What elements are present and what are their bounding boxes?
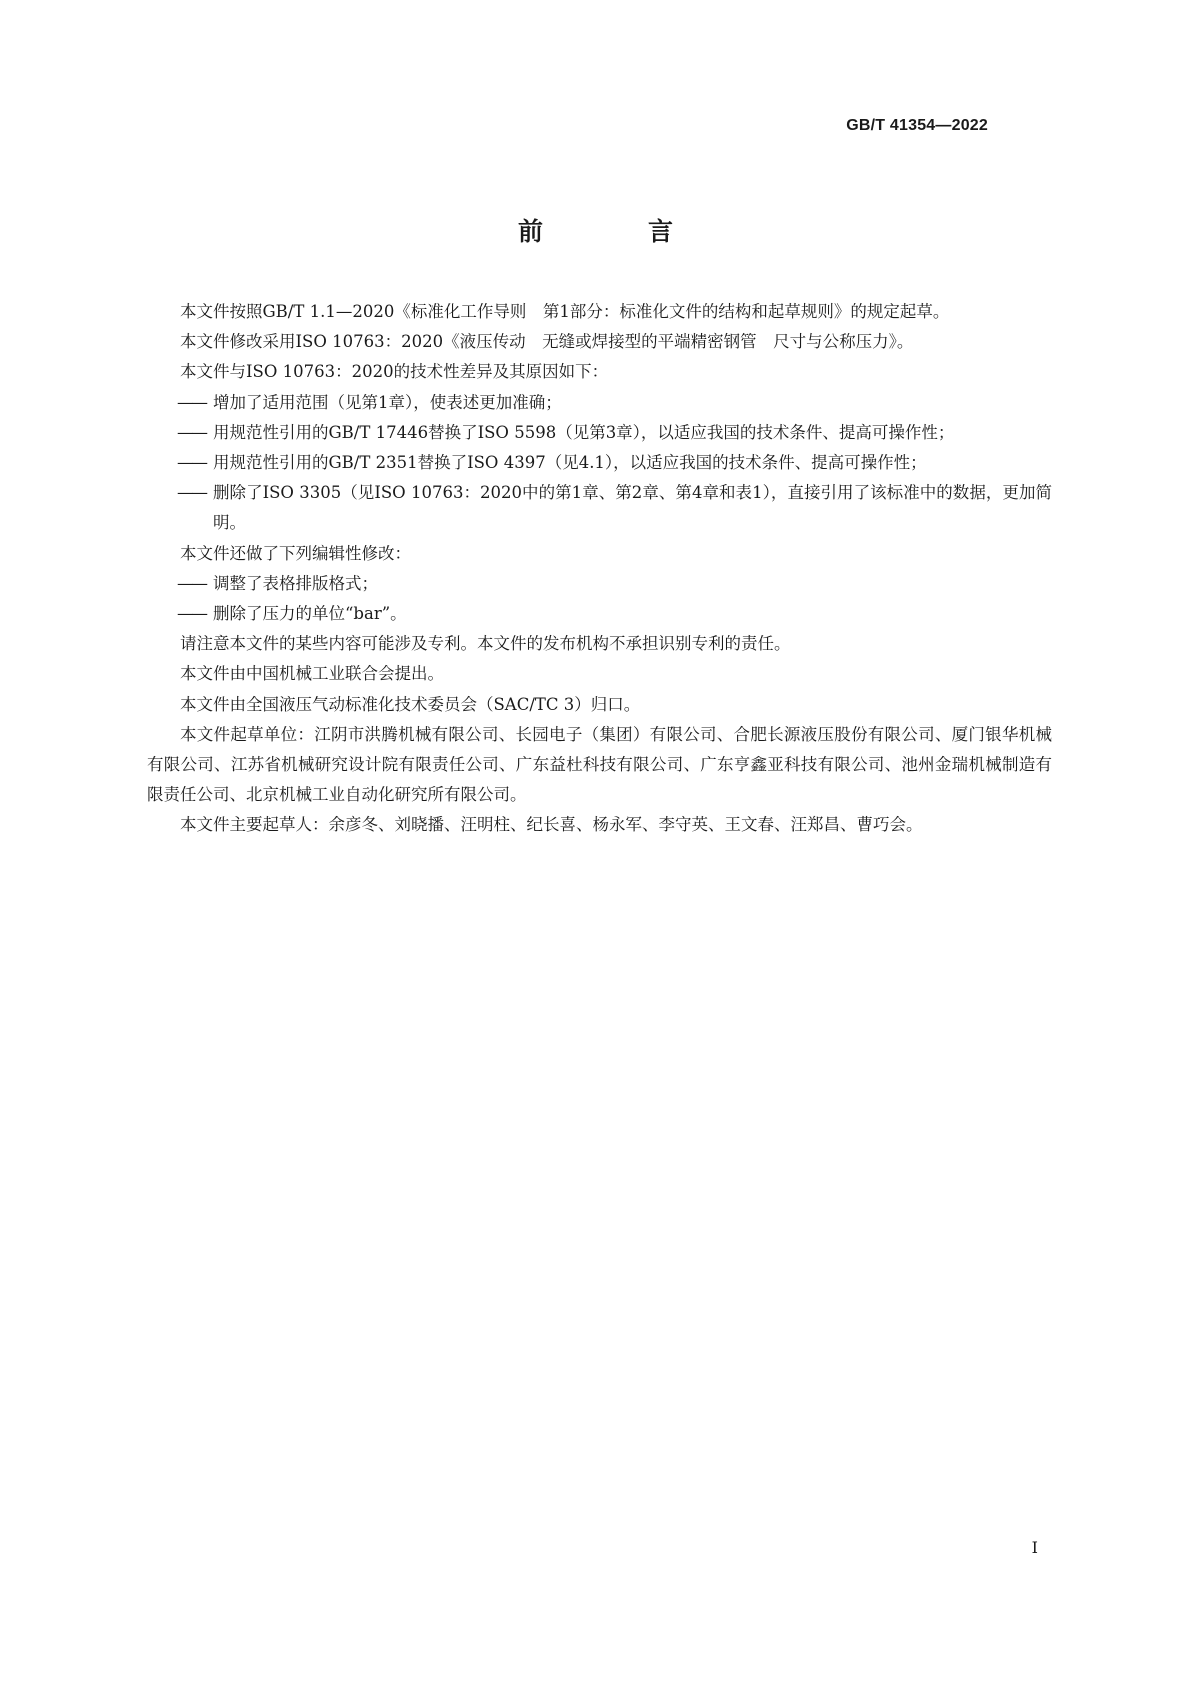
dash-marker: —— [177,453,206,473]
list-item [147,388,1052,418]
page-number: I [1031,1538,1038,1557]
paragraph-adoption: 本文件修改采用ISO 10763：2020《液压传动 无缝或焊接型的平端精密钢管 尺寸与公称压力》。 [180,332,914,352]
dash-marker: —— [177,573,206,593]
paragraph-drafting-organizations: 本文件起草单位：江阴市洪腾机械有限公司、长园电子（集团）有限公司、合肥长源液压股份有限公司、厦门银华机械有限公司、江苏省机械研究设计院有限责任公司、广东益杜科技有限公司、广东亨鑫亚科技有限公司、池州金瑞机械制造有限责任公司、北京机械工业自动化研究所有限公司。 [147,724,1052,805]
dash-marker: —— [177,483,206,503]
dash-marker: —— [177,392,206,412]
list-item-text: 用规范性引用的GB/T 2351替换了ISO 4397（见4.1），以适应我国的技术条件、提高可操作性； [213,453,927,473]
paragraph-technical-differences: 本文件与ISO 10763：2020的技术性差异及其原因如下： [180,362,609,382]
paragraph-editorial-changes: 本文件还做了下列编辑性修改： [180,543,411,563]
paragraph-drafters: 本文件主要起草人：余彦冬、刘晓播、汪明柱、纪长喜、杨永军、李守英、王文春、汪郑昌、曹巧会。 [180,815,923,835]
list-item [147,599,1052,629]
list-item [147,569,1052,599]
list-item-text: 删除了ISO 3305（见ISO 10763：2020中的第1章、第2章、第4章和表1），直接引用了该标准中的数据，更加简明。 [213,483,1052,533]
paragraph-technical-committee: 本文件由全国液压气动标准化技术委员会（SAC/TC 3）归口。 [180,694,641,714]
dash-marker: —— [177,422,206,442]
list-item [147,448,1052,478]
dash-marker: —— [177,604,206,624]
standard-number: GB/T 41354—2022 [846,117,988,134]
page-title: 前 言 [517,217,713,246]
list-item [147,418,1052,448]
paragraph-drafting-rules: 本文件按照GB/T 1.1—2020《标准化工作导则 第1部分：标准化文件的结构和起草规则》的规定起草。 [180,302,950,321]
list-item-text: 增加了适用范围（见第1章），使表述更加准确； [213,392,562,412]
list-item-text: 删除了压力的单位“bar”。 [213,604,407,624]
paragraph-proposer: 本文件由中国机械工业联合会提出。 [180,664,444,684]
list-item [147,478,1052,538]
list-item-text: 调整了表格排版格式； [213,573,378,593]
paragraph-patent-notice: 请注意本文件的某些内容可能涉及专利。本文件的发布机构不承担识别专利的责任。 [180,634,791,654]
list-item-text: 用规范性引用的GB/T 17446替换了ISO 5598（见第3章），以适应我国的技术条件、提高可操作性； [213,422,955,442]
foreword-body [147,297,1052,841]
